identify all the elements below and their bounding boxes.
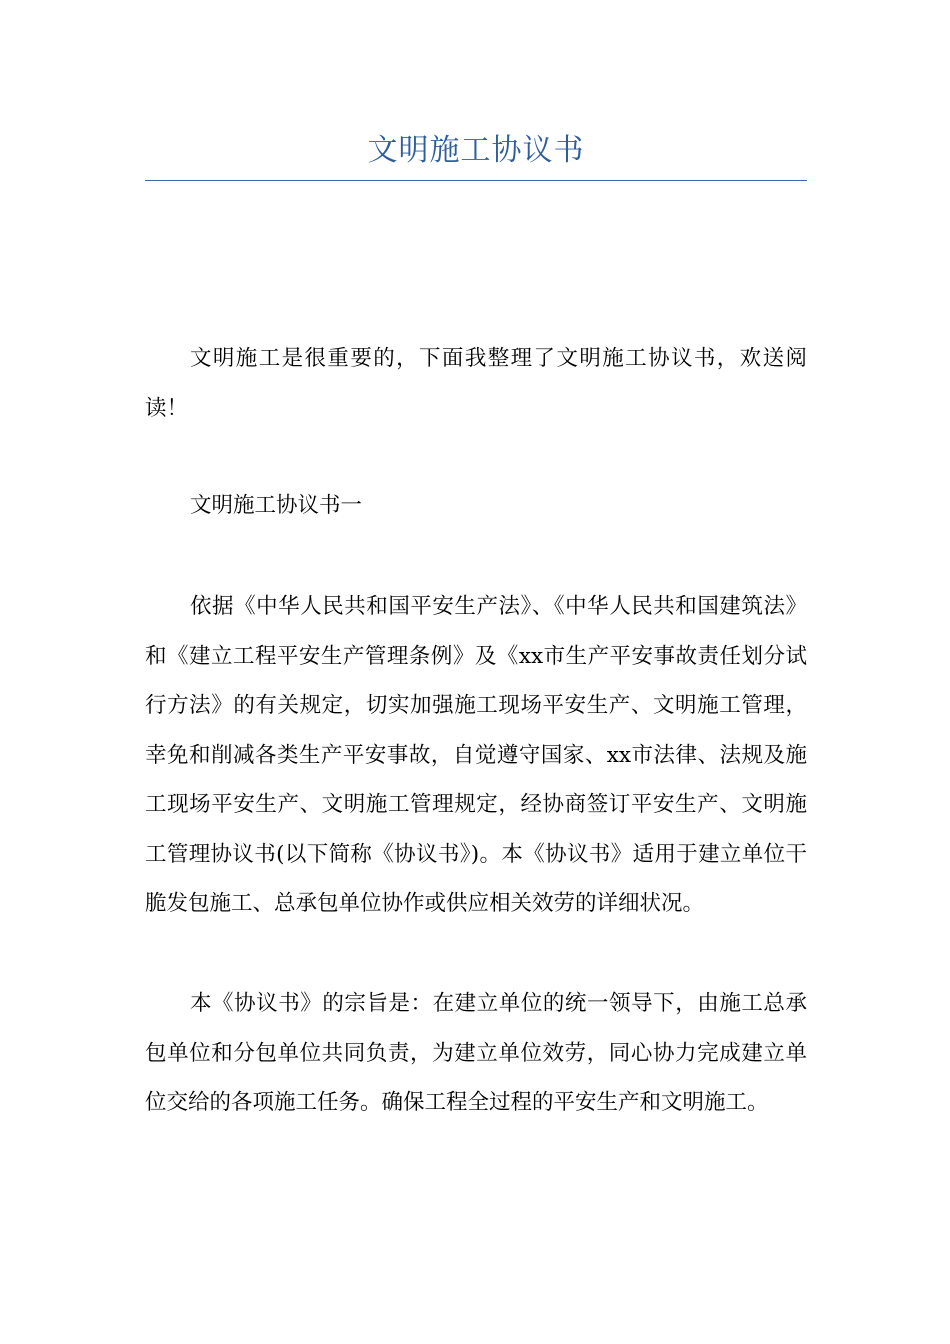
title-divider: [145, 180, 807, 181]
section-heading: 文明施工协议书一: [190, 493, 363, 518]
document-title: 文明施工协议书: [367, 133, 585, 168]
body-paragraph: 本《协议书》的宗旨是：在建立单位的统一领导下，由施工总承包单位和分包单位共同负责，为建立单位效劳，同心协力完成建立单位交给的各项施工任务。确保工程全过程的平安生产和文明施工。: [145, 991, 807, 1115]
intro-paragraph: 文明施工是很重要的，下面我整理了文明施工协议书，欢送阅读！: [145, 346, 807, 421]
body-paragraph: 依据《中华人民共和国平安生产法》、《中华人民共和国建筑法》和《建立工程平安生产管理条例》及《xx市生产平安事故责任划分试行方法》的有关规定，切实加强施工现场平安生产、文明施工管理，幸免和削减各类生产平安事故，自觉遵守国家、xx市法律、法规及施工现场平安生产、文明施工管理规定，经协商签订平安生产、文明施工管理协议书(以下简称《协议书》)。本《协议书》适用于建立单位干脆发包施工、总承包单位协作或供应相关效劳的详细状况。: [145, 594, 807, 916]
